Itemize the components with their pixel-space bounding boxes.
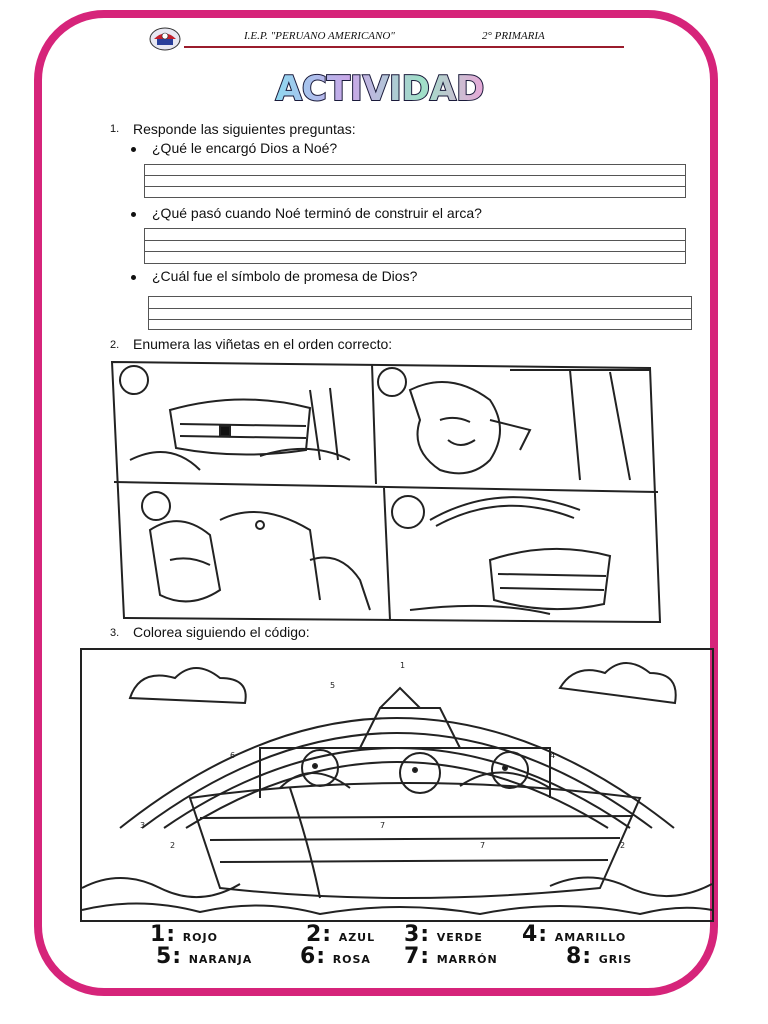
school-name: I.E.P. "PERUANO AMERICANO" <box>244 30 395 42</box>
svg-text:2: 2 <box>620 841 626 850</box>
section3-heading: Colorea siguiendo el código: <box>133 624 310 640</box>
answer-lines-1[interactable] <box>144 164 686 198</box>
code-2: 2: AZUL <box>306 922 376 947</box>
code-8: 8: GRIS <box>566 944 633 969</box>
activity-title <box>270 62 490 112</box>
code-7: 7: MARRÓN <box>404 944 498 969</box>
section1-heading: Responde las siguientes preguntas: <box>133 121 356 137</box>
answer-lines-3[interactable] <box>148 296 692 330</box>
svg-text:7: 7 <box>480 841 486 850</box>
svg-text:4: 4 <box>550 751 556 760</box>
grade-label: 2° PRIMARIA <box>482 30 545 42</box>
bullet <box>131 275 136 280</box>
bullet <box>131 147 136 152</box>
svg-text:7: 7 <box>380 821 386 830</box>
page-header <box>148 26 624 48</box>
svg-text:3: 3 <box>140 821 146 830</box>
activity-title-text: ACTIVIDAD <box>275 69 485 109</box>
section1-number: 1. <box>110 123 120 135</box>
code-3: 3: VERDE <box>404 922 483 947</box>
question-2: ¿Qué pasó cuando Noé terminó de construir el arca? <box>152 205 482 221</box>
comic-panels-illustration <box>110 360 662 624</box>
bullet <box>131 212 136 217</box>
header-rule <box>184 46 624 48</box>
svg-text:6: 6 <box>230 751 236 760</box>
code-4: 4: AMARILLO <box>522 922 627 947</box>
svg-text:1: 1 <box>400 661 406 670</box>
answer-lines-2[interactable] <box>144 228 686 264</box>
code-1: 1: ROJO <box>150 922 218 947</box>
svg-text:5: 5 <box>330 681 336 690</box>
coloring-ark-illustration[interactable] <box>80 648 714 922</box>
question-1: ¿Qué le encargó Dios a Noé? <box>152 140 338 156</box>
code-5: 5: NARANJA <box>156 944 253 969</box>
code-6: 6: ROSA <box>300 944 371 969</box>
section2-heading: Enumera las viñetas en el orden correcto: <box>133 336 393 352</box>
section2-number: 2. <box>110 339 120 351</box>
section3-number: 3. <box>110 627 120 639</box>
question-3: ¿Cuál fue el símbolo de promesa de Dios? <box>152 268 418 284</box>
svg-text:2: 2 <box>170 841 176 850</box>
school-logo-icon <box>148 26 182 52</box>
